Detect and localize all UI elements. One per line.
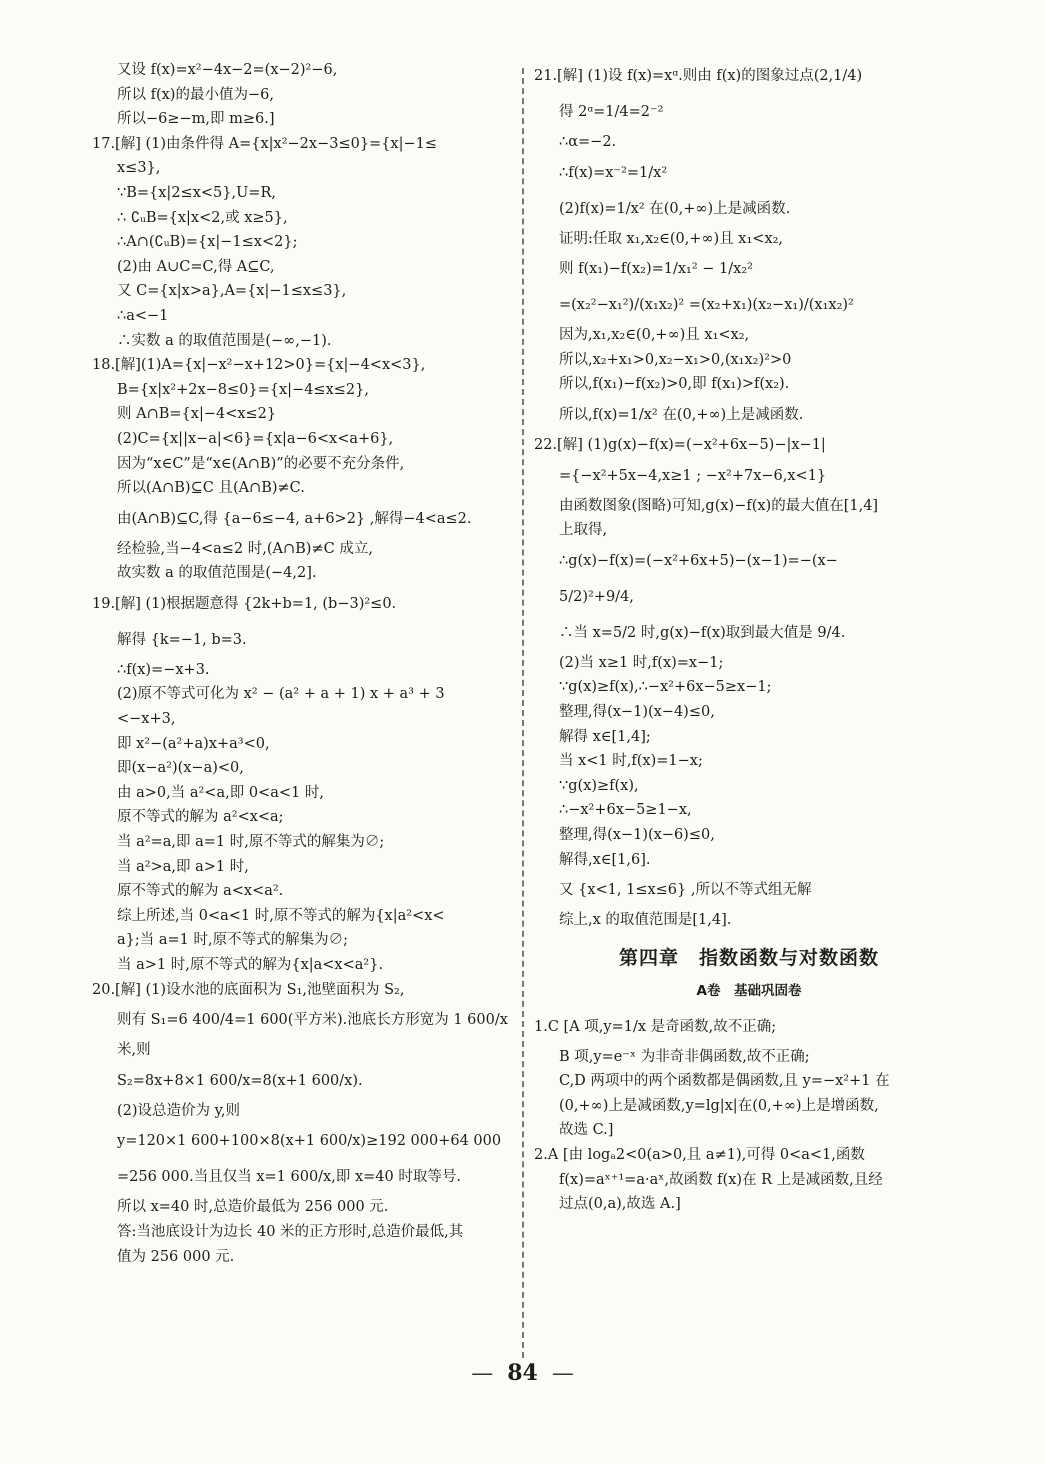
text-line: 1.C [A 项,y=1/x 是奇函数,故不正确;	[534, 1018, 777, 1035]
text-line: ∴当 x=5/2 时,g(x)−f(x)取到最大值是 9/4.	[559, 624, 846, 641]
text-line: 所以(A∩B)⊆C 且(A∩B)≠C.	[117, 480, 305, 497]
text-line: <−x+3,	[117, 711, 176, 728]
text-line: 原不等式的解为 a²<x<a;	[117, 809, 284, 826]
text-line: ∴f(x)=−x+3.	[117, 661, 210, 678]
text-line: ∴a<−1	[117, 307, 169, 324]
text-line: C,D 两项中的两个函数都是偶函数,且 y=−x²+1 在	[559, 1073, 890, 1090]
text-line: 17.[解] (1)由条件得 A={x|x²−2x−3≤0}={x|−1≤	[92, 135, 438, 152]
text-line: 当 a²=a,即 a=1 时,原不等式的解集为∅;	[117, 834, 385, 851]
right-column-choices	[534, 1009, 964, 1217]
text-line: =256 000.当且仅当 x=1 600/x,即 x=40 时取等号.	[117, 1169, 461, 1186]
text-line: 又 {x<1, 1≤x≤6} ,所以不等式组无解	[559, 882, 812, 899]
text-line: 19.[解] (1)根据题意得 {2k+b=1, (b−3)²≤0.	[92, 595, 397, 612]
chapter-title: 第四章 指数函数与对数函数	[618, 946, 879, 969]
text-line: 当 x<1 时,f(x)=1−x;	[559, 753, 703, 770]
text-line: 由函数图象(图略)可知,g(x)−f(x)的最大值在[1,4]	[559, 497, 879, 514]
text-line: 答:当池底设计为边长 40 米的正方形时,总造价最低,其	[117, 1223, 464, 1240]
text-line: 因为,x₁,x₂∈(0,+∞)且 x₁<x₂,	[559, 327, 750, 344]
page-number: 84	[507, 1360, 538, 1386]
text-line: f(x)=aˣ⁺¹=a·aˣ,故函数 f(x)在 R 上是减函数,且经	[559, 1171, 883, 1188]
footer-dash-left: —	[471, 1361, 494, 1386]
text-line: 所以,x₂+x₁>0,x₂−x₁>0,(x₁x₂)²>0	[559, 351, 792, 368]
text-line: 原不等式的解为 a<x<a².	[117, 883, 284, 900]
text-line: ∴−x²+6x−5≥1−x,	[559, 802, 692, 819]
text-line: 上取得,	[559, 522, 608, 539]
text-line: 即(x−a²)(x−a)<0,	[117, 760, 244, 777]
text-line: 则 f(x₁)−f(x₂)=1/x₁² − 1/x₂²	[559, 261, 753, 278]
text-line: ∴g(x)−f(x)=(−x²+6x+5)−(x−1)=−(x−	[559, 552, 838, 569]
text-line: B={x|x²+2x−8≤0}={x|−4≤x≤2},	[117, 381, 369, 398]
text-line: (2)当 x≥1 时,f(x)=x−1;	[559, 654, 724, 671]
text-line: 20.[解] (1)设水池的底面积为 S₁,池壁面积为 S₂,	[92, 981, 405, 998]
text-line: 所以−6≥−m,即 m≥6.]	[117, 111, 275, 128]
text-line: 所以 f(x)的最小值为−6,	[117, 86, 274, 103]
text-line: 由(A∩B)⊆C,得 {a−6≤−4, a+6>2} ,解得−4<a≤2.	[117, 510, 472, 527]
text-line: 过点(0,a),故选 A.]	[559, 1196, 681, 1213]
text-line: 18.[解](1)A={x|−x²−x+12>0}={x|−4<x<3},	[92, 357, 426, 374]
text-line: 解得 x∈[1,4];	[559, 728, 651, 745]
text-line: 因为“x∈C”是“x∈(A∩B)”的必要不充分条件,	[117, 455, 405, 472]
text-line: ∵g(x)≥f(x),	[559, 777, 639, 794]
text-line: 即 x²−(a²+a)x+a³<0,	[117, 735, 270, 752]
text-line: =(x₂²−x₁²)/(x₁x₂)² =(x₂+x₁)(x₂−x₁)/(x₁x₂)²	[559, 297, 854, 314]
text-line: 综上,x 的取值范围是[1,4].	[559, 912, 732, 929]
text-line: ∴实数 a 的取值范围是(−∞,−1).	[117, 332, 332, 349]
text-line: 则 A∩B={x|−4<x≤2}	[117, 406, 277, 423]
text-line: a};当 a=1 时,原不等式的解集为∅;	[117, 932, 348, 949]
text-line: ={−x²+5x−4,x≥1 ; −x²+7x−6,x<1}	[559, 467, 827, 484]
text-line: ∵g(x)≥f(x),∴−x²+6x−5≥x−1;	[559, 679, 772, 696]
footer-dash-right: —	[551, 1361, 574, 1386]
text-line: 故实数 a 的取值范围是(−4,2].	[117, 565, 317, 582]
text-line: 综上所述,当 0<a<1 时,原不等式的解为{x|a²<x<	[117, 907, 445, 924]
text-line: 得 2ᵅ=1/4=2⁻²	[559, 104, 664, 120]
text-line: 当 a>1 时,原不等式的解为{x|a<x<a²}.	[117, 957, 384, 973]
text-line: 解得 {k=−1, b=3.	[117, 631, 247, 648]
text-line: (2)设总造价为 y,则	[117, 1102, 241, 1119]
text-line: (2)C={x||x−a|<6}={x|a−6<x<a+6},	[117, 430, 394, 447]
left-column	[92, 58, 510, 1269]
text-line: 整理,得(x−1)(x−6)≤0,	[559, 826, 715, 843]
text-line: 值为 256 000 元.	[117, 1248, 235, 1265]
text-line: B 项,y=e⁻ˣ 为非奇非偶函数,故不正确;	[559, 1048, 810, 1065]
text-line: S₂=8x+8×1 600/x=8(x+1 600/x).	[117, 1072, 363, 1089]
text-line: x≤3},	[117, 160, 161, 177]
text-line: 当 a²>a,即 a>1 时,	[117, 858, 249, 875]
page-number-footer	[0, 1360, 1045, 1386]
text-line: 又 C={x|x>a},A={x|−1≤x≤3},	[117, 283, 347, 300]
text-line: ∵B={x|2≤x<5},U=R,	[117, 184, 276, 201]
text-line: (2)由 A∪C=C,得 A⊆C,	[117, 258, 275, 275]
text-line: 所以 x=40 时,总造价最低为 256 000 元.	[117, 1199, 389, 1216]
text-line: 整理,得(x−1)(x−4)≤0,	[559, 703, 715, 720]
text-line: (2)f(x)=1/x² 在(0,+∞)上是减函数.	[559, 200, 791, 217]
text-line: 证明:任取 x₁,x₂∈(0,+∞)且 x₁<x₂,	[559, 230, 784, 247]
text-line: y=120×1 600+100×8(x+1 600/x)≥192 000+64 000	[117, 1133, 502, 1150]
text-line: 5/2)²+9/4,	[559, 588, 634, 605]
text-line: 所以,f(x₁)−f(x₂)>0,即 f(x₁)>f(x₂).	[559, 376, 790, 393]
text-line: 故选 C.]	[559, 1122, 614, 1139]
text-line: 则有 S₁=6 400/4=1 600(平方米).池底长方形宽为 1 600/x	[117, 1012, 508, 1029]
text-line: 经检验,当−4<a≤2 时,(A∩B)≠C 成立,	[117, 540, 373, 557]
text-line: 所以,f(x)=1/x² 在(0,+∞)上是减函数.	[559, 406, 804, 423]
text-line: 21.[解] (1)设 f(x)=xᵅ.则由 f(x)的图象过点(2,1/4)	[534, 68, 863, 84]
text-line: ∴ ∁ᵤB={x|x<2,或 x≥5},	[117, 209, 288, 226]
text-line: 22.[解] (1)g(x)−f(x)=(−x²+6x−5)−|x−1|	[534, 436, 826, 453]
text-line: 米,则	[117, 1042, 151, 1059]
text-line: (0,+∞)上是减函数,y=lg|x|在(0,+∞)上是增函数,	[559, 1097, 879, 1114]
right-column-answers	[534, 58, 964, 933]
column-divider	[522, 68, 524, 1358]
text-line: 由 a>0,当 a²<a,即 0<a<1 时,	[117, 784, 324, 801]
text-line: 又设 f(x)=x²−4x−2=(x−2)²−6,	[117, 62, 338, 78]
right-column	[534, 58, 964, 1217]
text-line: 2.A [由 logₐ2<0(a>0,且 a≠1),可得 0<a<1,函数	[534, 1147, 865, 1164]
text-line: ∴α=−2.	[559, 134, 617, 150]
text-line: (2)原不等式可化为 x² − (a² + a + 1) x + a³ + 3	[117, 686, 445, 703]
text-line: ∴f(x)=x⁻²=1/x²	[559, 164, 668, 181]
section-title: A卷 基础巩固卷	[696, 982, 802, 999]
text-line: 解得,x∈[1,6].	[559, 851, 651, 868]
text-line: ∴A∩(∁ᵤB)={x|−1≤x<2};	[117, 234, 298, 251]
